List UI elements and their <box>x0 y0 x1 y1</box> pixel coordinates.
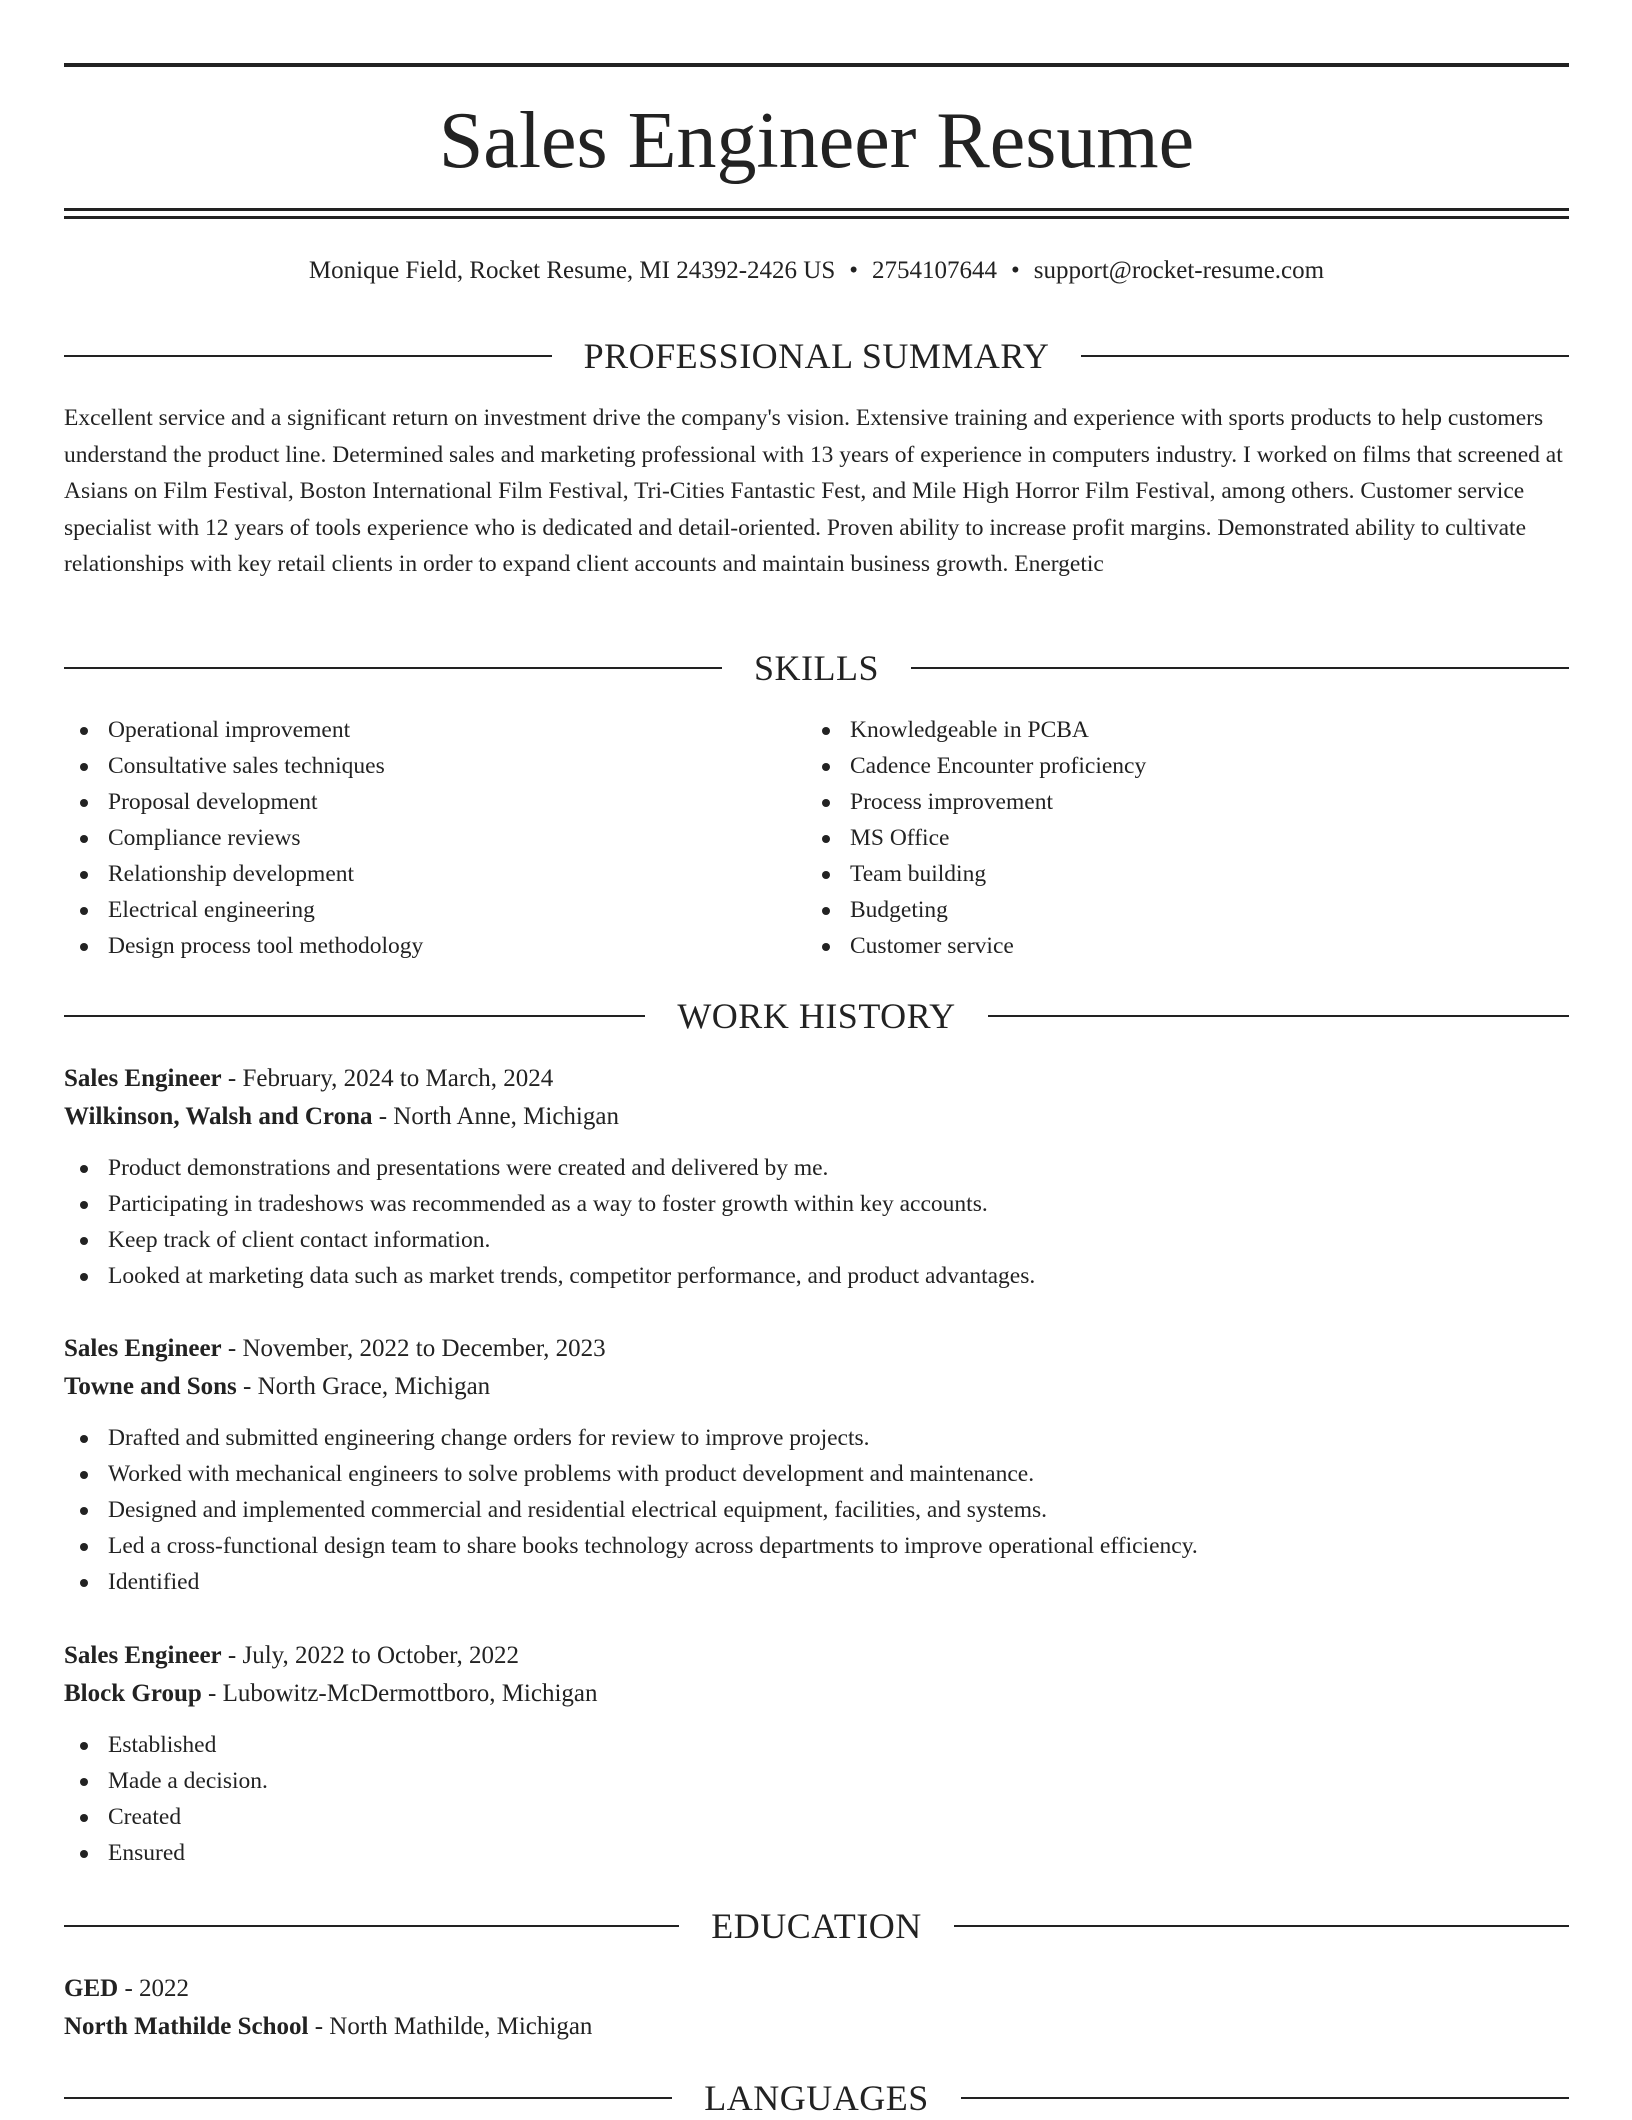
skill-item: Team building <box>806 856 1548 892</box>
job-company-line <box>64 1675 1569 1713</box>
section-header-education <box>64 1904 1569 1948</box>
title-rule-upper <box>64 208 1569 211</box>
section-header-summary <box>64 334 1569 378</box>
job-bullet: Made a decision. <box>64 1763 1569 1799</box>
skill-item: Knowledgeable in PCBA <box>806 712 1548 748</box>
skill-item: Proposal development <box>64 784 806 820</box>
job-bullet: Drafted and submitted engineering change orders for review to improve projects. <box>64 1420 1569 1456</box>
job-title: Sales Engineer <box>64 1335 222 1362</box>
title-rule-lower <box>64 216 1569 219</box>
section-rule-right <box>988 1015 1569 1017</box>
contact-phone: 2754107644 <box>872 257 998 284</box>
section-title-languages: LANGUAGES <box>704 2078 929 2118</box>
job-bullet: Worked with mechanical engineers to solve problems with product development and maintenance. <box>64 1456 1569 1492</box>
section-rule-left <box>64 1925 679 1927</box>
section-header-languages <box>64 2076 1569 2120</box>
contact-separator: • <box>1011 257 1020 284</box>
contact-email: support@rocket-resume.com <box>1033 257 1325 284</box>
job-bullet: Led a cross-functional design team to share books technology across departments to improve operational efficiency. <box>64 1528 1569 1564</box>
job-entry <box>64 1060 1569 1294</box>
education-entry <box>64 1970 1569 2046</box>
skill-item: Design process tool methodology <box>64 928 806 964</box>
education-degree-line <box>64 1970 1569 2008</box>
section-title-work: WORK HISTORY <box>677 996 956 1036</box>
top-rule <box>64 63 1569 67</box>
section-title-summary: PROFESSIONAL SUMMARY <box>583 336 1050 376</box>
job-dates: - July, 2022 to October, 2022 <box>221 1642 519 1669</box>
skill-item: Process improvement <box>806 784 1548 820</box>
section-header-skills <box>64 646 1569 690</box>
job-title-line <box>64 1637 1569 1675</box>
skill-item: Budgeting <box>806 892 1548 928</box>
job-bullet: Participating in tradeshows was recommended as a way to foster growth within key accounts. <box>64 1186 1569 1222</box>
section-header-work <box>64 994 1569 1038</box>
skill-item: Customer service <box>806 928 1548 964</box>
section-rule-left <box>64 355 552 357</box>
job-company-line <box>64 1368 1569 1406</box>
job-location: - North Anne, Michigan <box>372 1103 619 1130</box>
skill-item: Electrical engineering <box>64 892 806 928</box>
job-bullet: Keep track of client contact information. <box>64 1222 1569 1258</box>
section-rule-left <box>64 2097 672 2099</box>
section-rule-right <box>911 667 1569 669</box>
skill-item: Cadence Encounter proficiency <box>806 748 1548 784</box>
section-rule-right <box>1081 355 1569 357</box>
summary-text: Excellent service and a significant return on investment drive the company's vision. Extensive training and experience with sports products to help customers understand the product line. Determined sales and marketing professional with 13 years of experience in computers industry. I worked on films that screened at Asians on Film Festival, Boston International Film Festival, Tri-Cities Fantastic Fest, and Mile High Horror Film Festival, among others. Customer service specialist with 12 years of tools experience who is dedicated and detail-oriented. Proven ability to increase profit margins. Demonstrated ability to cultivate relationships with key retail clients in order to expand client accounts and maintain business growth. Energetic <box>64 405 1563 578</box>
section-title-education: EDUCATION <box>711 1906 922 1946</box>
job-company: Wilkinson, Walsh and Crona <box>64 1103 373 1130</box>
job-title: Sales Engineer <box>64 1065 222 1092</box>
job-title-line <box>64 1330 1569 1368</box>
resume-title: Sales Engineer Resume <box>438 97 1195 185</box>
education-school: North Mathilde School <box>64 2013 309 2040</box>
education-school-line <box>64 2008 1569 2046</box>
job-company-line <box>64 1098 1569 1136</box>
section-rule-right <box>961 2097 1569 2099</box>
job-dates: - November, 2022 to December, 2023 <box>221 1335 606 1362</box>
skill-item: Relationship development <box>64 856 806 892</box>
section-rule-left <box>64 1015 645 1017</box>
job-bullet: Established <box>64 1727 1569 1763</box>
skills-column-right <box>806 712 1548 964</box>
contact-address: Monique Field, Rocket Resume, MI 24392-2426 US <box>308 257 836 284</box>
job-company: Block Group <box>64 1680 202 1707</box>
skills-list <box>64 712 1569 964</box>
education-degree: GED <box>64 1975 119 2002</box>
section-rule-left <box>64 667 722 669</box>
job-bullets <box>64 1150 1569 1294</box>
section-rule-right <box>954 1925 1569 1927</box>
skills-column-left <box>64 712 806 964</box>
section-title-skills: SKILLS <box>754 648 880 688</box>
skill-item: Compliance reviews <box>64 820 806 856</box>
job-company: Towne and Sons <box>64 1373 237 1400</box>
skill-item: Operational improvement <box>64 712 806 748</box>
skill-item: MS Office <box>806 820 1548 856</box>
job-bullet: Created <box>64 1799 1569 1835</box>
job-title: Sales Engineer <box>64 1642 222 1669</box>
skill-item: Consultative sales techniques <box>64 748 806 784</box>
job-title-line <box>64 1060 1569 1098</box>
job-location: - North Grace, Michigan <box>236 1373 491 1400</box>
job-bullet: Ensured <box>64 1835 1569 1871</box>
job-dates: - February, 2024 to March, 2024 <box>221 1065 554 1092</box>
job-bullet: Looked at marketing data such as market trends, competitor performance, and product advantages. <box>64 1258 1569 1294</box>
contact-separator: • <box>849 257 859 284</box>
job-location: - Lubowitz-McDermottboro, Michigan <box>201 1680 598 1707</box>
education-location: - North Mathilde, Michigan <box>308 2013 593 2040</box>
job-bullet: Designed and implemented commercial and residential electrical equipment, facilities, and systems. <box>64 1492 1569 1528</box>
job-bullets <box>64 1727 1569 1871</box>
job-bullets <box>64 1420 1569 1600</box>
job-entry <box>64 1330 1569 1600</box>
education-year: - 2022 <box>118 1975 190 2002</box>
job-bullet: Identified <box>64 1564 1569 1600</box>
contact-line <box>64 256 1569 286</box>
job-bullet: Product demonstrations and presentations were created and delivered by me. <box>64 1150 1569 1186</box>
job-entry <box>64 1637 1569 1871</box>
